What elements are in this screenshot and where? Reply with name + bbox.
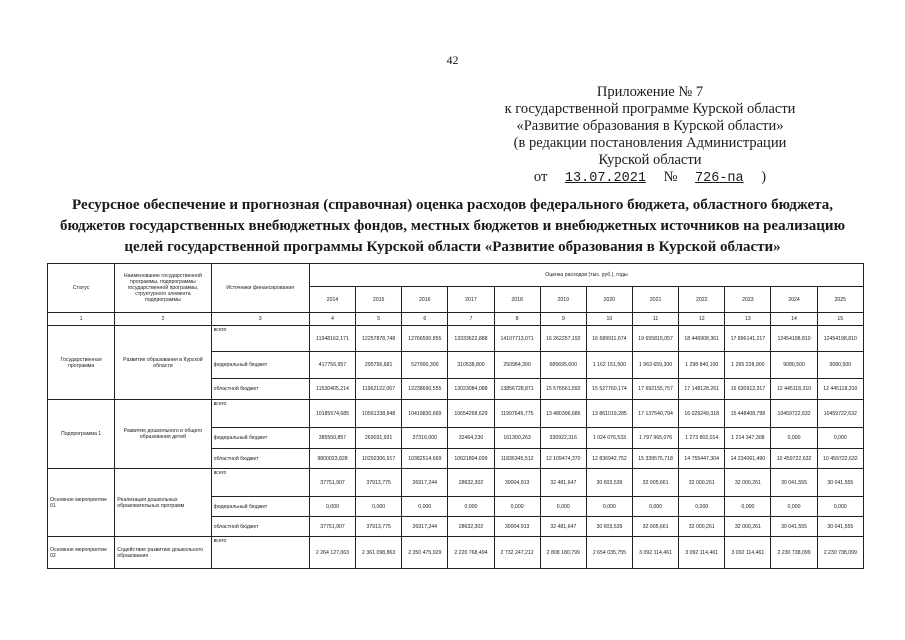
value-cell: 37913,775 bbox=[356, 469, 402, 497]
column-number: 13 bbox=[725, 313, 771, 326]
value-cell: 11962122,067 bbox=[356, 379, 402, 400]
header-year: 2018 bbox=[494, 287, 540, 313]
value-cell: 13 861019,285 bbox=[586, 400, 632, 428]
value-cell: 32 000,261 bbox=[679, 469, 725, 497]
value-cell: 30 041,555 bbox=[817, 469, 863, 497]
appendix-block bbox=[440, 84, 860, 187]
value-cell: 32 000,261 bbox=[679, 517, 725, 537]
value-cell: 3 092 114,461 bbox=[725, 537, 771, 569]
appendix-number: Приложение № 7 bbox=[596, 84, 704, 100]
document-title: Ресурсное обеспечение и прогнозная (справочная) оценка расходов федерального бюджета, областного бюджета, бюджетов государственных внебюджетных фондов, местных бюджетов и внебюджетных источников на реализацию целей государственной программы Курской области «Развитие образования в Курской области» bbox=[59, 197, 846, 255]
column-number: 11 bbox=[633, 313, 679, 326]
decree-number: 726-па bbox=[695, 171, 744, 186]
row-program-name: Содействие развитию дошкольного образования bbox=[115, 537, 211, 569]
value-cell: 2 230 738,099 bbox=[771, 537, 817, 569]
column-number: 15 bbox=[817, 313, 863, 326]
value-cell: 310538,800 bbox=[448, 352, 494, 379]
value-cell: 1 963 659,300 bbox=[633, 352, 679, 379]
row-status: Основное мероприятие 01 bbox=[48, 469, 115, 537]
value-cell: 0,000 bbox=[817, 428, 863, 449]
header-year: 2017 bbox=[448, 287, 494, 313]
value-cell: 9800023,828 bbox=[309, 449, 355, 469]
value-cell: 1 214 347,308 bbox=[725, 428, 771, 449]
value-cell: 12 109474,370 bbox=[540, 449, 586, 469]
table-row bbox=[48, 469, 864, 497]
value-cell: 30 041,555 bbox=[771, 469, 817, 497]
value-cell: 0,000 bbox=[540, 497, 586, 517]
row-funding-source: всего bbox=[211, 400, 309, 428]
value-cell: 3 092 114,461 bbox=[633, 537, 679, 569]
header-year: 2024 bbox=[771, 287, 817, 313]
value-cell: 26917,244 bbox=[402, 469, 448, 497]
value-cell: 28632,302 bbox=[448, 517, 494, 537]
header-year: 2015 bbox=[356, 287, 402, 313]
value-cell: 330922,316 bbox=[540, 428, 586, 449]
value-cell: 32464,230 bbox=[448, 428, 494, 449]
value-cell: 1 265 228,900 bbox=[725, 352, 771, 379]
value-cell: 9080,500 bbox=[817, 352, 863, 379]
value-cell: 32 005,661 bbox=[633, 517, 679, 537]
column-number-row bbox=[48, 313, 864, 326]
value-cell: 15 527760,174 bbox=[586, 379, 632, 400]
value-cell: 10459722,632 bbox=[771, 400, 817, 428]
value-cell: 385550,857 bbox=[309, 428, 355, 449]
value-cell: 10 459722,632 bbox=[771, 449, 817, 469]
row-funding-source: всего bbox=[211, 469, 309, 497]
value-cell: 16 029249,318 bbox=[679, 400, 725, 428]
value-cell: 2 808 180,799 bbox=[540, 537, 586, 569]
value-cell: 9080,500 bbox=[771, 352, 817, 379]
value-cell: 15 576561,592 bbox=[540, 379, 586, 400]
value-cell: 30 041,555 bbox=[771, 517, 817, 537]
value-cell: 37316,000 bbox=[402, 428, 448, 449]
value-cell: 17 692155,757 bbox=[633, 379, 679, 400]
value-cell: 685695,600 bbox=[540, 352, 586, 379]
decree-date: 13.07.2021 bbox=[564, 171, 646, 186]
value-cell: 12766590,855 bbox=[402, 326, 448, 352]
value-cell: 269031,931 bbox=[356, 428, 402, 449]
value-cell: 2 654 035,755 bbox=[586, 537, 632, 569]
appendix-date-line bbox=[440, 169, 860, 187]
value-cell: 26917,244 bbox=[402, 517, 448, 537]
value-cell: 30004,913 bbox=[494, 517, 540, 537]
close-paren: ) bbox=[761, 169, 767, 185]
value-cell: 161300,263 bbox=[494, 428, 540, 449]
header-year: 2023 bbox=[725, 287, 771, 313]
value-cell: 0,000 bbox=[448, 497, 494, 517]
row-program-name: Развитие дошкольного и общего образования детей bbox=[115, 400, 211, 469]
column-number: 14 bbox=[771, 313, 817, 326]
number-label: № bbox=[663, 169, 678, 185]
value-cell: 10621804,699 bbox=[448, 449, 494, 469]
value-cell: 12238690,555 bbox=[402, 379, 448, 400]
value-cell: 10419830,669 bbox=[402, 400, 448, 428]
value-cell: 19 655815,057 bbox=[633, 326, 679, 352]
value-cell: 32 481,647 bbox=[540, 469, 586, 497]
value-cell: 0,000 bbox=[725, 497, 771, 517]
row-funding-source: федеральный бюджет bbox=[211, 428, 309, 449]
value-cell: 3 092 114,461 bbox=[679, 537, 725, 569]
value-cell: 12 836942,752 bbox=[586, 449, 632, 469]
value-cell: 11530405,214 bbox=[309, 379, 355, 400]
from-label: от bbox=[533, 169, 548, 185]
column-number: 12 bbox=[679, 313, 725, 326]
row-funding-source: областной бюджет bbox=[211, 517, 309, 537]
value-cell: 13 480396,686 bbox=[540, 400, 586, 428]
row-funding-source: федеральный бюджет bbox=[211, 352, 309, 379]
value-cell: 12257878,748 bbox=[356, 326, 402, 352]
value-cell: 417756,957 bbox=[309, 352, 355, 379]
header-year: 2014 bbox=[309, 287, 355, 313]
value-cell: 12454198,810 bbox=[817, 326, 863, 352]
value-cell: 0,000 bbox=[494, 497, 540, 517]
value-cell: 14107713,071 bbox=[494, 326, 540, 352]
value-cell: 2 220 768,494 bbox=[448, 537, 494, 569]
value-cell: 1 024 076,533 bbox=[586, 428, 632, 449]
value-cell: 15 339575,718 bbox=[633, 449, 679, 469]
value-cell: 32 000,261 bbox=[725, 469, 771, 497]
value-cell: 0,000 bbox=[817, 497, 863, 517]
row-program-name: Реализация дошкольных образовательных программ bbox=[115, 469, 211, 537]
value-cell: 295756,681 bbox=[356, 352, 402, 379]
value-cell: 16 262257,192 bbox=[540, 326, 586, 352]
value-cell: 2 264 127,063 bbox=[309, 537, 355, 569]
value-cell: 17 148128,261 bbox=[679, 379, 725, 400]
value-cell: 2 732 247,212 bbox=[494, 537, 540, 569]
row-funding-source: всего bbox=[211, 537, 309, 569]
column-number: 2 bbox=[115, 313, 211, 326]
value-cell: 0,000 bbox=[402, 497, 448, 517]
header-year: 2025 bbox=[817, 287, 863, 313]
value-cell: 0,000 bbox=[633, 497, 679, 517]
header-year: 2020 bbox=[586, 287, 632, 313]
column-number: 1 bbox=[48, 313, 115, 326]
header-year: 2021 bbox=[633, 287, 679, 313]
value-cell: 1 298 840,100 bbox=[679, 352, 725, 379]
value-cell: 30 041,555 bbox=[817, 517, 863, 537]
value-cell: 2 361 098,863 bbox=[356, 537, 402, 569]
value-cell: 250984,300 bbox=[494, 352, 540, 379]
value-cell: 14 755447,304 bbox=[679, 449, 725, 469]
value-cell: 13333622,888 bbox=[448, 326, 494, 352]
row-funding-source: всего bbox=[211, 326, 309, 352]
value-cell: 1 797 965,076 bbox=[633, 428, 679, 449]
row-status: Подпрограмма 1 bbox=[48, 400, 115, 469]
value-cell: 18 446908,361 bbox=[679, 326, 725, 352]
table-row bbox=[48, 537, 864, 569]
value-cell: 14 234061,490 bbox=[725, 449, 771, 469]
value-cell: 17 896141,217 bbox=[725, 326, 771, 352]
value-cell: 0,000 bbox=[771, 497, 817, 517]
value-cell: 2 350 475,929 bbox=[402, 537, 448, 569]
column-number: 9 bbox=[540, 313, 586, 326]
value-cell: 0,000 bbox=[356, 497, 402, 517]
appendix-program-name: «Развитие образования в Курской области» bbox=[516, 118, 784, 134]
value-cell: 12454198,810 bbox=[771, 326, 817, 352]
budget-table bbox=[47, 263, 864, 569]
value-cell: 10561338,848 bbox=[356, 400, 402, 428]
value-cell: 17 137540,794 bbox=[633, 400, 679, 428]
value-cell: 0,000 bbox=[586, 497, 632, 517]
column-number: 5 bbox=[356, 313, 402, 326]
column-number: 10 bbox=[586, 313, 632, 326]
value-cell: 11836345,512 bbox=[494, 449, 540, 469]
value-cell: 32 005,661 bbox=[633, 469, 679, 497]
table-row bbox=[48, 326, 864, 352]
table-row bbox=[48, 400, 864, 428]
header-status: Статус bbox=[48, 264, 115, 313]
value-cell: 37913,775 bbox=[356, 517, 402, 537]
column-number: 6 bbox=[402, 313, 448, 326]
value-cell: 0,000 bbox=[679, 497, 725, 517]
value-cell: 12 445118,310 bbox=[817, 379, 863, 400]
row-funding-source: федеральный бюджет bbox=[211, 497, 309, 517]
value-cell: 30 603,539 bbox=[586, 517, 632, 537]
value-cell: 1 162 151,500 bbox=[586, 352, 632, 379]
value-cell: 10654268,629 bbox=[448, 400, 494, 428]
value-cell: 37751,907 bbox=[309, 469, 355, 497]
value-cell: 16 630912,317 bbox=[725, 379, 771, 400]
row-status: Основное мероприятие 02 bbox=[48, 537, 115, 569]
value-cell: 10185574,685 bbox=[309, 400, 355, 428]
column-number: 4 bbox=[309, 313, 355, 326]
value-cell: 13856728,871 bbox=[494, 379, 540, 400]
value-cell: 0,000 bbox=[309, 497, 355, 517]
value-cell: 30 603,539 bbox=[586, 469, 632, 497]
value-cell: 32 481,647 bbox=[540, 517, 586, 537]
row-program-name: Развитие образования в Курской области bbox=[115, 326, 211, 400]
appendix-region: Курской области bbox=[598, 152, 702, 168]
value-cell: 15 448408,798 bbox=[725, 400, 771, 428]
value-cell: 0,000 bbox=[771, 428, 817, 449]
value-cell: 1 273 802,014 bbox=[679, 428, 725, 449]
header-year: 2019 bbox=[540, 287, 586, 313]
header-name: Наименование государственной программы, подпрограммы государственной программы, структурного элемента подпрограммы bbox=[115, 264, 211, 313]
value-cell: 2 230 738,099 bbox=[817, 537, 863, 569]
value-cell: 10459722,632 bbox=[817, 400, 863, 428]
header-year: 2022 bbox=[679, 287, 725, 313]
header-sources: Источники финансирования bbox=[211, 264, 309, 313]
row-funding-source: областной бюджет bbox=[211, 379, 309, 400]
row-funding-source: областной бюджет bbox=[211, 449, 309, 469]
header-estimate: Оценка расходов (тыс. руб.), годы bbox=[309, 264, 863, 287]
column-number: 3 bbox=[211, 313, 309, 326]
value-cell: 30004,913 bbox=[494, 469, 540, 497]
value-cell: 16 689911,674 bbox=[586, 326, 632, 352]
value-cell: 11948162,171 bbox=[309, 326, 355, 352]
value-cell: 10 459722,632 bbox=[817, 449, 863, 469]
column-number: 8 bbox=[494, 313, 540, 326]
value-cell: 527900,300 bbox=[402, 352, 448, 379]
value-cell: 10382514,669 bbox=[402, 449, 448, 469]
value-cell: 11997645,775 bbox=[494, 400, 540, 428]
column-number: 7 bbox=[448, 313, 494, 326]
appendix-program: к государственной программе Курской области bbox=[504, 101, 796, 117]
appendix-revision: (в редакции постановления Администрации bbox=[513, 135, 787, 151]
value-cell: 13023084,088 bbox=[448, 379, 494, 400]
value-cell: 28632,302 bbox=[448, 469, 494, 497]
value-cell: 37751,907 bbox=[309, 517, 355, 537]
value-cell: 12 445118,310 bbox=[771, 379, 817, 400]
header-year: 2016 bbox=[402, 287, 448, 313]
value-cell: 32 000,261 bbox=[725, 517, 771, 537]
row-status: Государственная программа bbox=[48, 326, 115, 400]
page-number: 42 bbox=[446, 53, 459, 67]
value-cell: 10292306,917 bbox=[356, 449, 402, 469]
